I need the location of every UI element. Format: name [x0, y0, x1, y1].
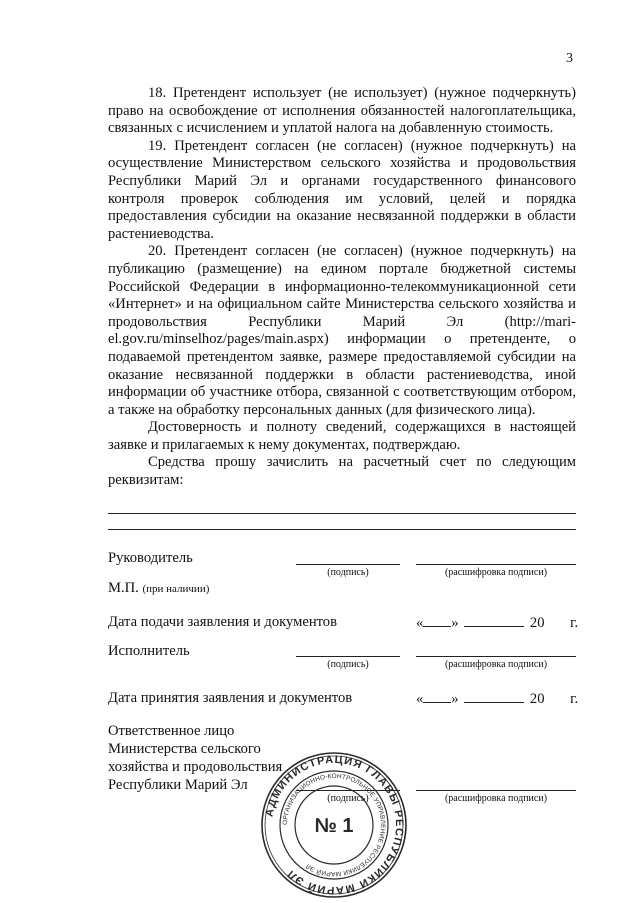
- day-blank: [423, 690, 451, 703]
- executor-signature-line: [296, 656, 400, 657]
- stamp-outer-text: АДМИНИСТРАЦИЯ ГЛАВЫ РЕСПУБЛИКИ МАРИЙ ЭЛ: [263, 753, 406, 897]
- requisites-line-2: [108, 529, 576, 530]
- seal-label: М.П.: [108, 580, 139, 596]
- responsible-signature-caption: (подпись): [327, 793, 369, 804]
- responsible-line-2: Министерства сельского: [108, 741, 261, 757]
- executor-signature-caption: (подпись): [327, 659, 369, 670]
- paragraph-20: 20. Претендент согласен (не согласен) (нужное подчеркнуть) на публикацию (размещение) на едином портале бюджетной системы Российской Федерации в информационно-телекоммуникационной сети «Интернет» и на официальном сайте Министерства сельского хозяйства и продовольствия Республики Марий Эл (http://mari-el.gov.ru/minselhoz/pages/main.aspx) информации о претенденте, о подаваемой претендентом заявке, размере предоставляемой субсидии на оказание несвязанной поддержки в области растениеводства, иной информации об участнике отбора, связанной с соответствующим отбором, а также на обработку персональных данных (для физического лица).: [108, 243, 576, 418]
- date-close-quote: »: [451, 615, 459, 631]
- seal-note: (при наличии): [142, 583, 210, 595]
- year-prefix: 20: [529, 615, 545, 631]
- requisites-line-1: [108, 513, 576, 514]
- head-decoding-caption: (расшифровка подписи): [444, 567, 548, 578]
- submit-date-label: Дата подачи заявления и документов: [108, 614, 337, 630]
- accept-date-field: [416, 690, 578, 708]
- year-suffix: г.: [570, 691, 579, 707]
- executor-decoding-line: [416, 656, 576, 657]
- paragraph-confirmation: Достоверность и полноту сведений, содержащихся в настоящей заявке и прилагаемых к нему документах, подтверждаю.: [108, 419, 576, 453]
- responsible-person-label: [108, 722, 282, 794]
- responsible-line-3: хозяйства и продовольствия: [108, 759, 283, 775]
- day-blank: [423, 614, 451, 627]
- head-decoding-line: [416, 564, 576, 565]
- official-stamp: [258, 750, 410, 900]
- year-prefix: 20: [529, 691, 545, 707]
- stamp-number: № 1: [314, 815, 354, 837]
- month-blank: [464, 614, 524, 627]
- executor-decoding-caption: (расшифровка подписи): [444, 659, 548, 670]
- paragraph-18: 18. Претендент использует (не использует) (нужное подчеркнуть) право на освобождение от исполнения обязанностей налогоплательщика, связанных с исчислением и уплатой налога на добавленную стоимость.: [108, 85, 576, 137]
- paragraph-bank-details: Средства прошу зачислить на расчетный счет по следующим реквизитам:: [108, 454, 576, 489]
- responsible-line-1: Ответственное лицо: [108, 723, 235, 739]
- page-number: 3: [566, 51, 573, 66]
- responsible-decoding-line: [416, 790, 576, 791]
- executor-label: Исполнитель: [108, 643, 190, 659]
- submit-date-field: [416, 614, 578, 632]
- date-open-quote: «: [416, 615, 424, 631]
- date-open-quote: «: [416, 691, 424, 707]
- head-signature-line: [296, 564, 400, 565]
- document-body: [108, 85, 576, 490]
- head-label: Руководитель: [108, 550, 193, 566]
- paragraph-19: 19. Претендент согласен (не согласен) (нужное подчеркнуть) на осуществление Министерством сельского хозяйства и продовольствия Республики Марий Эл и органами государственного финансового контроля проверок соблюдения им условий, целей и порядка предоставления субсидии на оказание несвязанной поддержки в области растениеводства.: [108, 137, 576, 242]
- head-signature-caption: (подпись): [327, 567, 369, 578]
- month-blank: [464, 690, 524, 703]
- year-suffix: г.: [570, 615, 579, 631]
- responsible-line-4: Республики Марий Эл: [108, 777, 248, 793]
- seal-place: [108, 580, 209, 597]
- date-close-quote: »: [451, 691, 459, 707]
- stamp-inner-text: ОРГАНИЗАЦИОННО-КОНТРОЛЬНОЕ УПРАВЛЕНИЕ РЕСПУБЛИКИ МАРИЙ ЭЛ: [281, 772, 387, 878]
- responsible-decoding-caption: (расшифровка подписи): [444, 793, 548, 804]
- accept-date-label: Дата принятия заявления и документов: [108, 690, 353, 706]
